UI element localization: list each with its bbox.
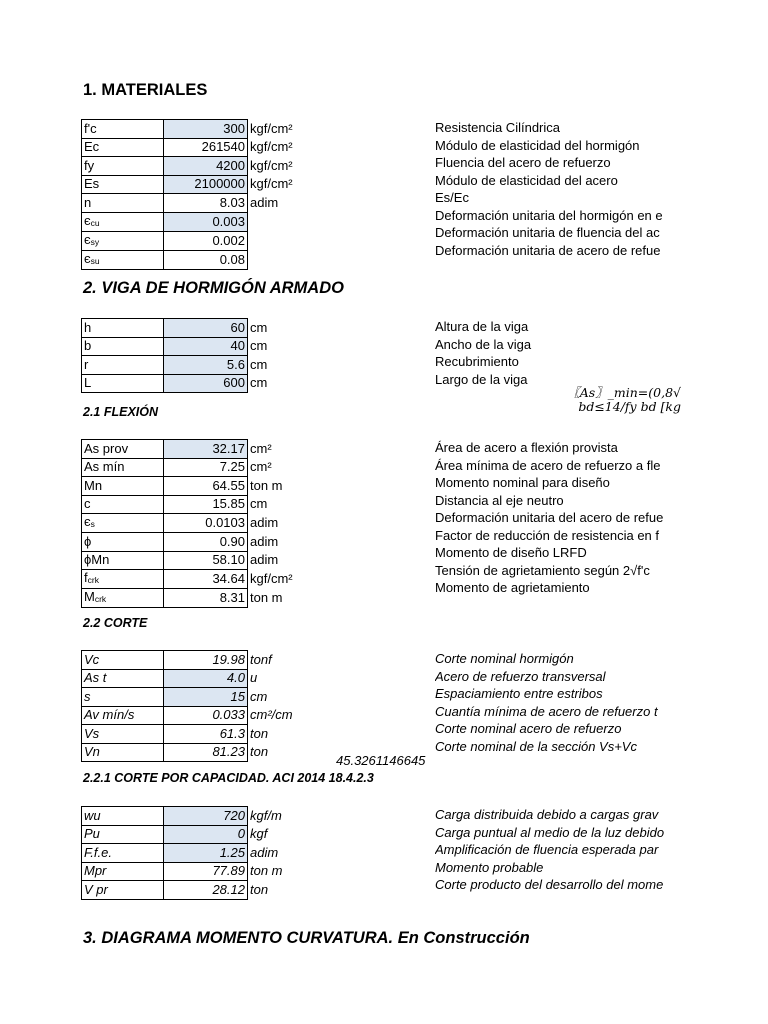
- symbol-text: wu: [84, 807, 101, 823]
- symbol-text: Vn: [84, 744, 100, 760]
- symbol-text: n: [84, 194, 92, 210]
- section-title-corte-capacidad: 2.2.1 CORTE POR CAPACIDAD. ACI 2014 18.4.2.3: [83, 771, 374, 785]
- symbol-subscript: crk: [94, 594, 107, 604]
- corte-table: [81, 650, 313, 762]
- capacidad-descriptions: [435, 806, 681, 894]
- unit-cell: ton: [250, 725, 269, 741]
- table-row: [82, 440, 313, 459]
- description-text: Módulo de elasticidad del hormigón: [435, 137, 640, 153]
- computed-value-cell[interactable]: 64.55: [164, 477, 248, 496]
- symbol-cell[interactable]: [82, 175, 164, 194]
- computed-value-cell[interactable]: 0.0103: [164, 514, 248, 533]
- computed-value-cell[interactable]: 61.3: [164, 725, 248, 744]
- input-value-cell[interactable]: 40: [164, 337, 248, 356]
- unit-cell: cm²/cm: [250, 707, 293, 723]
- unit-cell: u: [250, 670, 258, 686]
- symbol-cell[interactable]: [82, 844, 164, 863]
- description-text: Resistencia Cilíndrica: [435, 120, 560, 135]
- table-row: [82, 825, 313, 844]
- description-text: Fluencia del acero de refuerzo: [435, 155, 611, 170]
- table-row: [82, 374, 313, 393]
- symbol-text: Mn: [84, 477, 103, 493]
- table-row: [82, 250, 313, 269]
- unit-cell: kgf/m: [250, 807, 282, 823]
- input-value-cell[interactable]: 5.6: [164, 356, 248, 375]
- description-text: Momento nominal para diseño: [435, 475, 610, 490]
- table-row: [82, 157, 313, 176]
- symbol-text: є: [84, 212, 91, 228]
- computed-value-cell[interactable]: 7.25: [164, 458, 248, 477]
- symbol-text: fy: [84, 157, 95, 173]
- unit-cell: ton m: [250, 477, 283, 493]
- description-text: Área mínima de acero de refuerzo a fle: [435, 457, 661, 473]
- description-text: Altura de la viga: [435, 319, 529, 334]
- computed-value-cell[interactable]: 0.002: [164, 231, 248, 250]
- section-title-materiales: 1. MATERIALES: [83, 81, 208, 99]
- materiales-table: [81, 119, 313, 270]
- description-text: Deformación unitaria de acero de refue: [435, 242, 661, 258]
- symbol-cell[interactable]: [82, 589, 164, 608]
- input-value-cell[interactable]: 300: [164, 120, 248, 139]
- unit-cell: adim: [250, 194, 279, 210]
- symbol-text: Ec: [84, 139, 100, 155]
- unit-cell: cm: [250, 338, 268, 354]
- flexion-descriptions: [435, 439, 681, 597]
- symbol-cell[interactable]: [82, 807, 164, 826]
- symbol-subscript: s: [90, 519, 95, 529]
- symbol-text: As prov: [84, 440, 129, 456]
- computed-value-cell[interactable]: 15.85: [164, 495, 248, 514]
- symbol-text: c: [84, 496, 91, 512]
- description-text: Momento probable: [435, 859, 544, 875]
- symbol-text: Es: [84, 176, 100, 192]
- symbol-cell[interactable]: [82, 319, 164, 338]
- table-row: [82, 231, 313, 250]
- table-row: [82, 514, 313, 533]
- symbol-cell[interactable]: [82, 862, 164, 881]
- symbol-text: f'c: [84, 120, 97, 136]
- description-text: Espaciamiento entre estribos: [435, 686, 603, 701]
- description-text: Acero de refuerzo transversal: [435, 668, 606, 684]
- unit-cell: [248, 250, 313, 269]
- table-row: [82, 743, 313, 762]
- description-text: Área de acero a flexión provista: [435, 440, 618, 455]
- symbol-cell[interactable]: [82, 495, 164, 514]
- description-text: Corte producto del desarrollo del mome: [435, 877, 664, 892]
- description-text: Corte nominal hormigón: [435, 651, 574, 666]
- computed-value-cell[interactable]: 0.08: [164, 250, 248, 269]
- computed-value-cell[interactable]: 0.90: [164, 533, 248, 552]
- computed-value-cell[interactable]: 8.31: [164, 589, 248, 608]
- input-value-cell[interactable]: 0: [164, 825, 248, 844]
- symbol-text: f: [84, 570, 88, 585]
- symbol-subscript: crk: [87, 575, 99, 585]
- section-title-viga: 2. VIGA DE HORMIGÓN ARMADO: [83, 279, 344, 297]
- formula-line-1: 〖As〗_min=(0,8√: [567, 385, 681, 400]
- description-text: Ancho de la viga: [435, 336, 532, 352]
- symbol-subscript: su: [90, 255, 100, 266]
- table-row: [82, 458, 313, 477]
- table-row: [82, 688, 313, 707]
- materiales-descriptions: [435, 119, 681, 259]
- description-text: Recubrimiento: [435, 354, 519, 369]
- section-title-diagrama: 3. DIAGRAMA MOMENTO CURVATURA. En Construcción: [83, 929, 530, 947]
- symbol-cell[interactable]: [82, 533, 164, 552]
- unit-cell: adim: [250, 552, 279, 568]
- description-text: Módulo de elasticidad del acero: [435, 172, 618, 188]
- symbol-cell[interactable]: [82, 514, 164, 533]
- symbol-text: As t: [84, 670, 107, 686]
- symbol-cell[interactable]: [82, 477, 164, 496]
- unit-cell: cm²: [250, 459, 272, 475]
- symbol-text: r: [84, 356, 89, 372]
- computed-value-cell[interactable]: 28.12: [164, 881, 248, 900]
- table-row: [82, 194, 313, 213]
- symbol-text: s: [84, 688, 91, 704]
- viga-descriptions: [435, 318, 681, 388]
- table-row: [82, 862, 313, 881]
- symbol-subscript: cu: [90, 217, 100, 228]
- description-text: Es/Ec: [435, 190, 469, 205]
- symbol-cell[interactable]: [82, 825, 164, 844]
- symbol-text: Av mín/s: [84, 707, 135, 723]
- computed-value-cell[interactable]: 19.98: [164, 651, 248, 670]
- input-value-cell[interactable]: 4200: [164, 157, 248, 176]
- description-text: Carga distribuida debido a cargas grav: [435, 807, 659, 822]
- symbol-cell[interactable]: [82, 212, 164, 231]
- table-row: [82, 175, 313, 194]
- input-value-cell[interactable]: 0.003: [164, 212, 248, 231]
- table-row: [82, 212, 313, 231]
- input-value-cell[interactable]: 15: [164, 688, 248, 707]
- unit-cell: cm: [250, 319, 268, 335]
- section-title-corte: 2.2 CORTE: [83, 616, 148, 630]
- table-row: [82, 319, 313, 338]
- flexion-table: [81, 439, 313, 608]
- symbol-text: Pu: [84, 826, 100, 842]
- description-text: Deformación unitaria de fluencia del ac: [435, 225, 660, 240]
- unit-cell: cm: [250, 375, 268, 391]
- symbol-cell[interactable]: [82, 725, 164, 744]
- unit-cell: kgf/cm²: [250, 139, 293, 155]
- symbol-text: є: [84, 514, 91, 529]
- symbol-text: Vc: [84, 651, 100, 667]
- unit-cell: ton: [250, 744, 269, 760]
- symbol-cell[interactable]: [82, 374, 164, 393]
- description-text: Momento de agrietamiento: [435, 580, 590, 595]
- symbol-cell[interactable]: [82, 669, 164, 688]
- symbol-text: Mpr: [84, 863, 107, 879]
- computed-value-cell[interactable]: 261540: [164, 138, 248, 157]
- table-row: [82, 725, 313, 744]
- unit-cell: kgf/cm²: [250, 157, 293, 173]
- table-row: [82, 881, 313, 900]
- table-row: [82, 551, 313, 570]
- unit-cell: cm: [250, 688, 268, 704]
- symbol-text: L: [84, 375, 92, 391]
- unit-cell: ton m: [250, 590, 283, 605]
- description-text: Largo de la viga: [435, 371, 528, 387]
- input-value-cell[interactable]: 600: [164, 374, 248, 393]
- section-title-flexion: 2.1 FLEXIÓN: [83, 405, 159, 419]
- computed-value-cell[interactable]: 58.10: [164, 551, 248, 570]
- unit-cell: cm: [250, 356, 268, 372]
- symbol-cell[interactable]: [82, 138, 164, 157]
- symbol-cell[interactable]: [82, 337, 164, 356]
- description-text: Momento de diseño LRFD: [435, 545, 587, 560]
- unit-cell: [248, 231, 313, 250]
- symbol-cell[interactable]: [82, 194, 164, 213]
- symbol-cell[interactable]: [82, 570, 164, 589]
- symbol-cell[interactable]: [82, 743, 164, 762]
- symbol-cell[interactable]: [82, 458, 164, 477]
- viga-table: [81, 318, 313, 393]
- symbol-text: ϕMn: [84, 552, 110, 568]
- formula-line-2: bd≤14/fy bd [kg: [578, 399, 681, 414]
- description-text: Deformación unitaria del acero de refue: [435, 510, 664, 525]
- unit-cell: kgf: [250, 826, 268, 842]
- unit-cell: cm²: [250, 440, 272, 456]
- input-value-cell[interactable]: 2100000: [164, 175, 248, 194]
- table-row: [82, 589, 313, 608]
- symbol-cell[interactable]: [82, 551, 164, 570]
- table-row: [82, 669, 313, 688]
- unit-cell: ton: [250, 881, 269, 897]
- unit-cell: adim: [250, 844, 279, 860]
- symbol-cell[interactable]: [82, 440, 164, 459]
- symbol-cell[interactable]: [82, 356, 164, 375]
- input-value-cell[interactable]: 4.0: [164, 669, 248, 688]
- symbol-text: Vs: [84, 725, 100, 741]
- symbol-cell[interactable]: [82, 881, 164, 900]
- description-text: Amplificación de fluencia esperada par: [435, 842, 659, 857]
- table-row: [82, 337, 313, 356]
- table-row: [82, 533, 313, 552]
- symbol-cell[interactable]: [82, 651, 164, 670]
- symbol-text: є: [84, 250, 91, 266]
- computed-value-cell[interactable]: 34.64: [164, 570, 248, 589]
- unit-cell: cm: [250, 496, 268, 512]
- symbol-text: M: [84, 589, 95, 604]
- symbol-text: b: [84, 338, 92, 354]
- symbol-cell[interactable]: [82, 157, 164, 176]
- symbol-text: F.f.e.: [84, 844, 112, 860]
- table-row: [82, 706, 313, 725]
- symbol-cell[interactable]: [82, 706, 164, 725]
- description-text: Carga puntual al medio de la luz debido: [435, 824, 665, 840]
- unit-cell: kgf/cm²: [250, 571, 293, 586]
- table-row: [82, 356, 313, 375]
- computed-value-cell[interactable]: 0.033: [164, 706, 248, 725]
- unit-cell: adim: [250, 515, 279, 530]
- description-text: Deformación unitaria del hormigón en e: [435, 207, 663, 223]
- table-row: [82, 807, 313, 826]
- unit-cell: kgf/cm²: [250, 120, 293, 136]
- computed-value-cell[interactable]: 77.89: [164, 862, 248, 881]
- symbol-cell[interactable]: [82, 120, 164, 139]
- description-text: Distancia al eje neutro: [435, 492, 564, 508]
- capacidad-table: [81, 806, 313, 900]
- description-text: Factor de reducción de resistencia en f: [435, 527, 660, 543]
- symbol-subscript: sy: [90, 236, 100, 247]
- computed-value-cell[interactable]: 8.03: [164, 194, 248, 213]
- symbol-cell[interactable]: [82, 688, 164, 707]
- input-value-cell[interactable]: 1.25: [164, 844, 248, 863]
- symbol-text: є: [84, 231, 91, 247]
- input-value-cell[interactable]: 32.17: [164, 440, 248, 459]
- table-row: [82, 570, 313, 589]
- unit-cell: adim: [250, 533, 279, 549]
- symbol-text: As mín: [84, 459, 125, 475]
- description-text: Corte nominal de la sección Vs+Vc: [435, 738, 637, 754]
- description-text: Corte nominal acero de refuerzo: [435, 721, 622, 736]
- description-text: Tensión de agrietamiento según 2√f'c: [435, 562, 650, 578]
- table-row: [82, 844, 313, 863]
- symbol-text: V pr: [84, 881, 108, 897]
- table-row: [82, 495, 313, 514]
- table-row: [82, 651, 313, 670]
- loose-value: 45.3261146645: [336, 753, 426, 768]
- input-value-cell[interactable]: 720: [164, 807, 248, 826]
- symbol-cell[interactable]: [82, 250, 164, 269]
- table-row: [82, 120, 313, 139]
- unit-cell: kgf/cm²: [250, 176, 293, 192]
- corte-descriptions: [435, 650, 681, 755]
- symbol-cell[interactable]: [82, 231, 164, 250]
- unit-cell: [248, 212, 313, 231]
- table-row: [82, 138, 313, 157]
- symbol-text: ϕ: [84, 533, 92, 549]
- input-value-cell[interactable]: 60: [164, 319, 248, 338]
- unit-cell: ton m: [250, 863, 283, 879]
- symbol-text: h: [84, 319, 92, 335]
- description-text: Cuantía mínima de acero de refuerzo t: [435, 703, 658, 719]
- unit-cell: tonf: [250, 651, 272, 667]
- computed-value-cell[interactable]: 81.23: [164, 743, 248, 762]
- table-row: [82, 477, 313, 496]
